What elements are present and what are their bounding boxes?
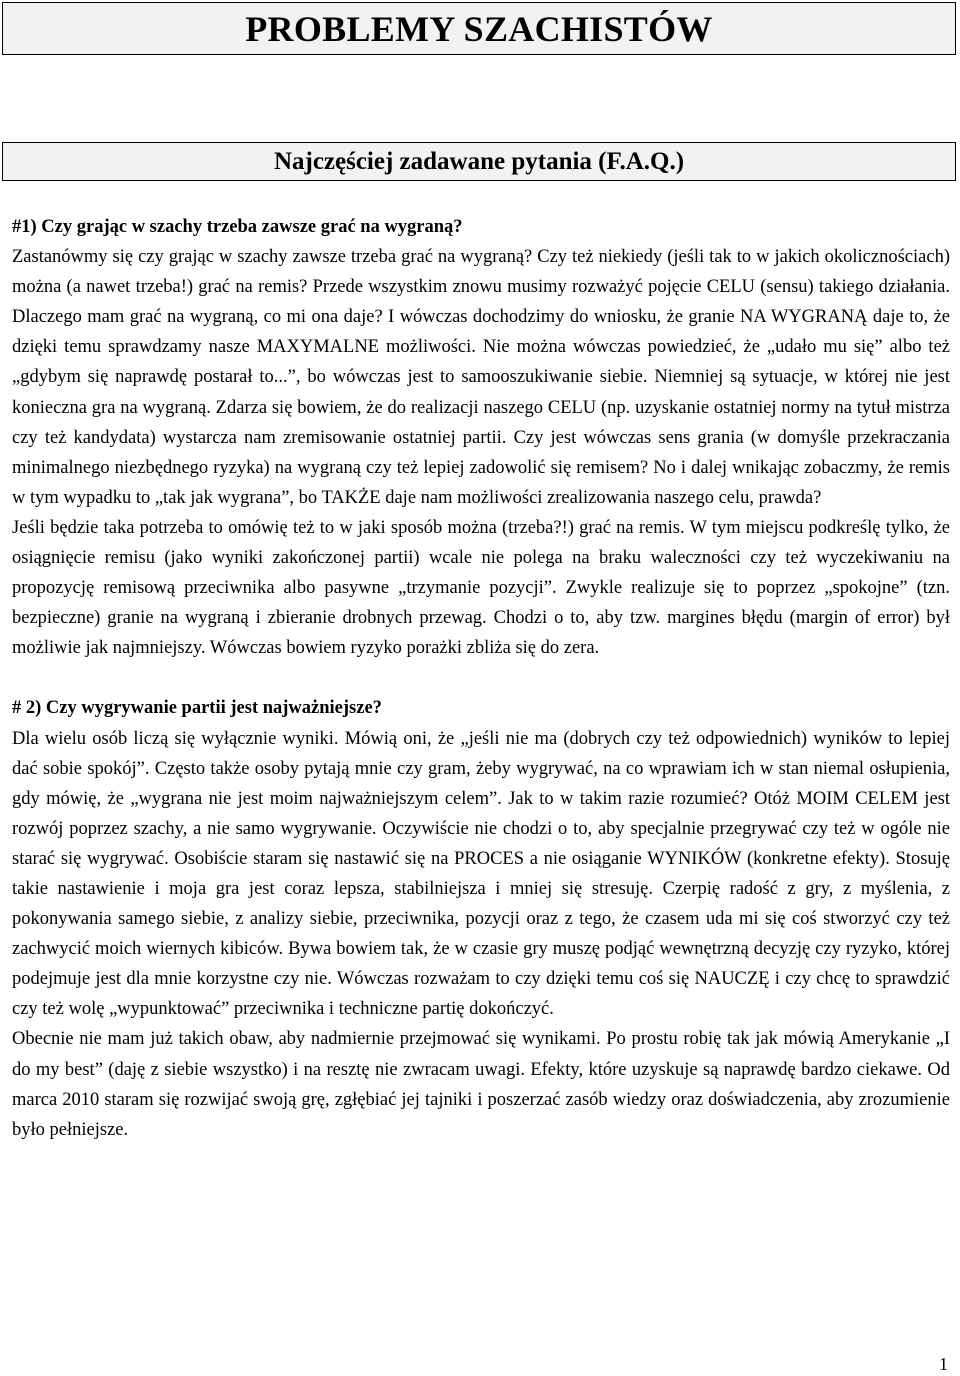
document-body <box>12 212 950 1145</box>
page-number: 1 <box>939 1354 948 1374</box>
faq-banner <box>2 142 956 181</box>
section-spacer <box>12 663 950 693</box>
question-1-paragraph-2: Jeśli będzie taka potrzeba to omówię też to w jaki sposób można (trzeba?!) grać na remis. W tym miejscu podkreślę tylko, że osiągnięcie remisu (jako wyniki zakończonej partii) wcale nie polega na braku waleczności czy też wyczekiwaniu na propozycję remisową przeciwnika albo pasywne „trzymanie pozycji”. Zwykle realizuje się to poprzez „spokojne” (tzn. bezpieczne) granie na wygraną i zbieranie drobnych przewag. Chodzi o to, aby tzw. margines błędu (margin of error) był możliwie jak najmniejszy. Wówczas bowiem ryzyko porażki zbliża się do zera. <box>12 517 950 659</box>
question-1-heading: #1) Czy grając w szachy trzeba zawsze grać na wygraną? <box>12 217 463 237</box>
question-2-paragraph-2: Obecnie nie mam już takich obaw, aby nadmiernie przejmować się wynikami. Po prostu robię tak jak mówią Amerykanie „I do my best” (daję z siebie wszystko) i na resztę nie zwracam uwagi. Efekty, które uzyskuje są naprawdę bardzo ciekawe. Od marca 2010 staram się rozwijać swoją grę, zgłębiać jej tajniki i poszerzać zasób wiedzy oraz doświadczenia, aby zrozumienie było pełniejsze. <box>12 1029 950 1140</box>
question-2-heading: # 2) Czy wygrywanie partii jest najważniejsze? <box>12 698 382 719</box>
question-1-paragraph-1: Zastanówmy się czy grając w szachy zawsze trzeba grać na wygraną? Czy też niekiedy (jeśli tak to w jakich okolicznościach) można (a nawet trzeba!) grać na remis? Przede wszystkim znowu musimy rozważyć pojęcie CELU (sensu) takiego działania. Dlaczego mam grać na wygraną, co mi ona daje? I wówczas dochodzimy do wniosku, że granie NA WYGRANĄ daje to, że dzięki temu sprawdzamy nasze MAXYMALNE możliwości. Nie można wówczas powiedzieć, że „udało mu się” albo też „gdybym się naprawdę postarał to...”, bo wówczas jest to samooszukiwanie siebie. Niemniej są sytuacje, w której nie jest konieczna gra na wygraną. Zdarza się bowiem, że do realizacji naszego CELU (np. uzyskanie ostatniej normy na tytuł mistrza czy też kandydata) wystarcza nam zremisowanie ostatniej partii. Czy jest wówczas sens grania (w domyśle przekraczania minimalnego niezbędnego ryzyka) na wygraną czy też lepiej zadowolić się remisem? No i dalej wnikając zobaczmy, że remis w tym wypadku to „tak jak wygrana”, bo TAKŻE daje nam możliwości zrealizowania naszego celu, prawda? <box>12 247 950 508</box>
document-title: PROBLEMY SZACHISTÓW <box>245 8 713 49</box>
question-2-paragraph-1: Dla wielu osób liczą się wyłącznie wyniki. Mówią oni, że „jeśli nie ma (dobrych czy też odpowiednich) wyników to lepiej dać sobie spokój”. Często także osoby pytają mnie czy gram, żeby wygrywać, na co wprawiam ich w stan niemal osłupienia, gdy mówię, że „wygrana nie jest moim najważniejszym celem”. Jak to w takim razie rozumieć? Otóż MOIM CELEM jest rozwój poprzez szachy, a nie samo wygrywanie. Oczywiście nie chodzi o to, aby specjalnie przegrywać czy też w ogóle nie starać się wygrywać. Osobiście staram się nastawić się na PROCES a nie osiąganie WYNIKÓW (konkretne efekty). Stosuję takie nastawienie i moja gra jest coraz lepsza, stabilniejsza i mniej się stresuję. Czerpię radość z gry, z myślenia, z pokonywania samego siebie, z analizy siebie, przeciwnika, pozycji oraz z tego, że czasem uda mi się coś stworzyć czy też zachwycić moich wiernych kibiców. Bywa bowiem tak, że w czasie gry muszę podjąć wewnętrzną decyzję czy ryzyko, której podejmuje jest dla mnie korzystne czy nie. Wówczas rozważam to czy dzięki temu coś się NAUCZĘ i czy chcę to sprawdzić czy też wolę „wypunktować” przeciwnika i techniczne partię dokończyć. <box>12 728 950 1020</box>
title-banner <box>2 2 956 55</box>
faq-heading: Najczęściej zadawane pytania (F.A.Q.) <box>273 147 685 175</box>
